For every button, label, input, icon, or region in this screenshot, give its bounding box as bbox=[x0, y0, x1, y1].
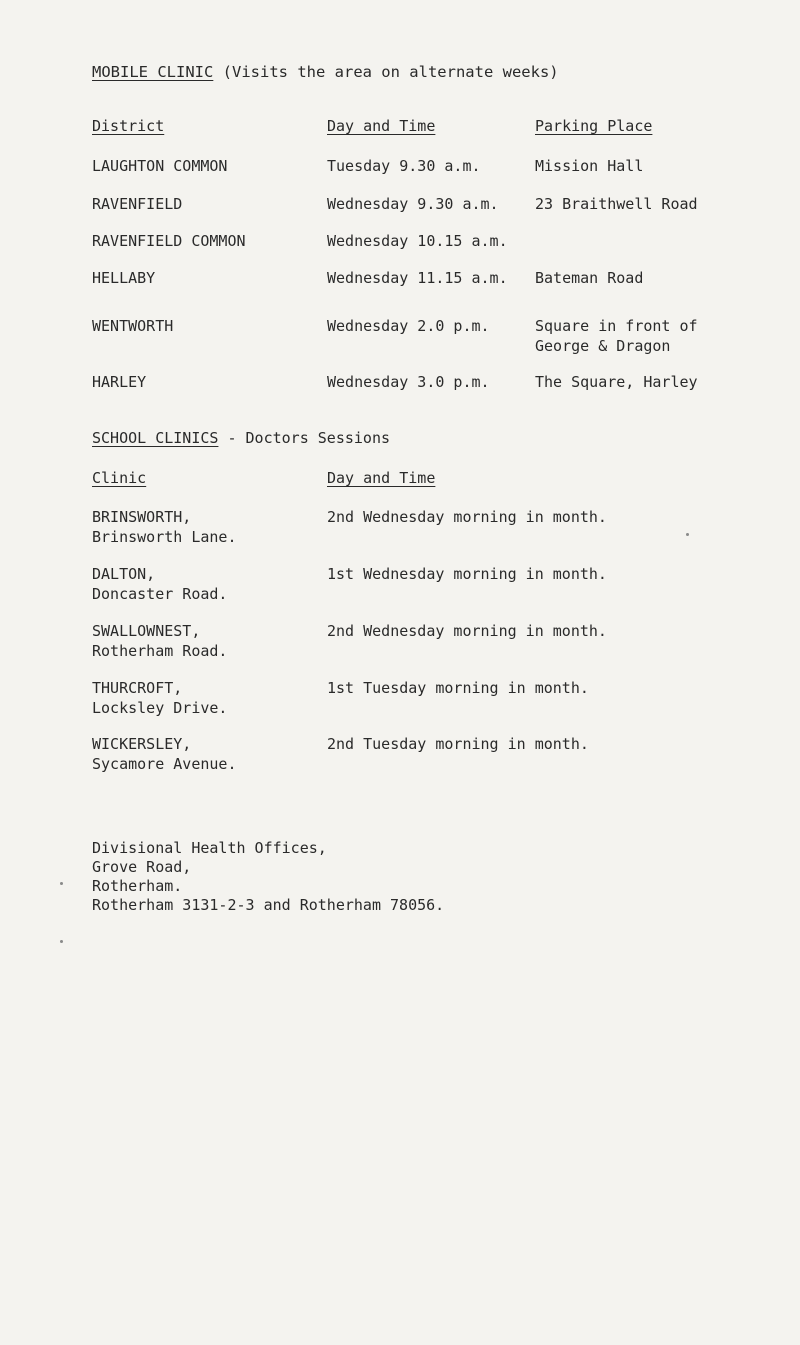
mobile-clinic-subtitle: (Visits the area on alternate weeks) bbox=[222, 63, 559, 81]
scan-speck bbox=[60, 882, 63, 885]
parking-cell: Square in front of bbox=[535, 317, 698, 335]
parking-cell: Bateman Road bbox=[535, 269, 644, 287]
district-cell: LAUGHTON COMMON bbox=[92, 157, 228, 175]
clinic-address: Sycamore Avenue. bbox=[92, 755, 237, 773]
clinic-session: 2nd Wednesday morning in month. bbox=[327, 508, 607, 526]
clinic-name: DALTON, bbox=[92, 565, 156, 583]
scan-speck bbox=[686, 533, 689, 536]
header-day-time: Day and Time bbox=[327, 117, 436, 135]
day-time-cell: Tuesday 9.30 a.m. bbox=[327, 157, 481, 175]
header-clinic: Clinic bbox=[92, 469, 147, 487]
clinic-session: 1st Wednesday morning in month. bbox=[327, 565, 607, 583]
footer-line: Grove Road, bbox=[92, 858, 192, 876]
day-time-cell: Wednesday 10.15 a.m. bbox=[327, 232, 508, 250]
clinic-name: BRINSWORTH, bbox=[92, 508, 192, 526]
clinic-address: Rotherham Road. bbox=[92, 642, 228, 660]
scan-speck bbox=[60, 940, 63, 943]
parking-cell: Mission Hall bbox=[535, 157, 644, 175]
parking-cell-line2: George & Dragon bbox=[535, 337, 671, 355]
clinic-session: 2nd Tuesday morning in month. bbox=[327, 735, 589, 753]
day-time-cell: Wednesday 3.0 p.m. bbox=[327, 373, 490, 391]
school-clinics-subtitle: - Doctors Sessions bbox=[227, 429, 391, 447]
day-time-cell: Wednesday 2.0 p.m. bbox=[327, 317, 490, 335]
header-district: District bbox=[92, 117, 165, 135]
clinic-name: THURCROFT, bbox=[92, 679, 183, 697]
district-cell: HELLABY bbox=[92, 269, 156, 287]
clinic-session: 2nd Wednesday morning in month. bbox=[327, 622, 607, 640]
district-cell: WENTWORTH bbox=[92, 317, 174, 335]
mobile-clinic-title: MOBILE CLINIC bbox=[92, 63, 214, 81]
footer-phone-line: Rotherham 3131-2-3 and Rotherham 78056. bbox=[92, 896, 445, 914]
clinic-name: SWALLOWNEST, bbox=[92, 622, 201, 640]
header-school-day-time: Day and Time bbox=[327, 469, 436, 487]
parking-cell: The Square, Harley bbox=[535, 373, 698, 391]
header-parking-place: Parking Place bbox=[535, 117, 653, 135]
parking-cell: 23 Braithwell Road bbox=[535, 195, 698, 213]
footer-line: Rotherham. bbox=[92, 877, 183, 895]
district-cell: RAVENFIELD bbox=[92, 195, 183, 213]
day-time-cell: Wednesday 9.30 a.m. bbox=[327, 195, 499, 213]
district-cell: HARLEY bbox=[92, 373, 147, 391]
clinic-address: Doncaster Road. bbox=[92, 585, 228, 603]
footer-line: Divisional Health Offices, bbox=[92, 839, 327, 857]
clinic-address: Brinsworth Lane. bbox=[92, 528, 237, 546]
clinic-session: 1st Tuesday morning in month. bbox=[327, 679, 589, 697]
mobile-clinic-title-line bbox=[92, 62, 559, 82]
district-cell: RAVENFIELD COMMON bbox=[92, 232, 246, 250]
school-clinics-title: SCHOOL CLINICS bbox=[92, 429, 219, 447]
clinic-name: WICKERSLEY, bbox=[92, 735, 192, 753]
day-time-cell: Wednesday 11.15 a.m. bbox=[327, 269, 508, 287]
school-clinics-title-line bbox=[92, 428, 390, 448]
clinic-address: Locksley Drive. bbox=[92, 699, 228, 717]
